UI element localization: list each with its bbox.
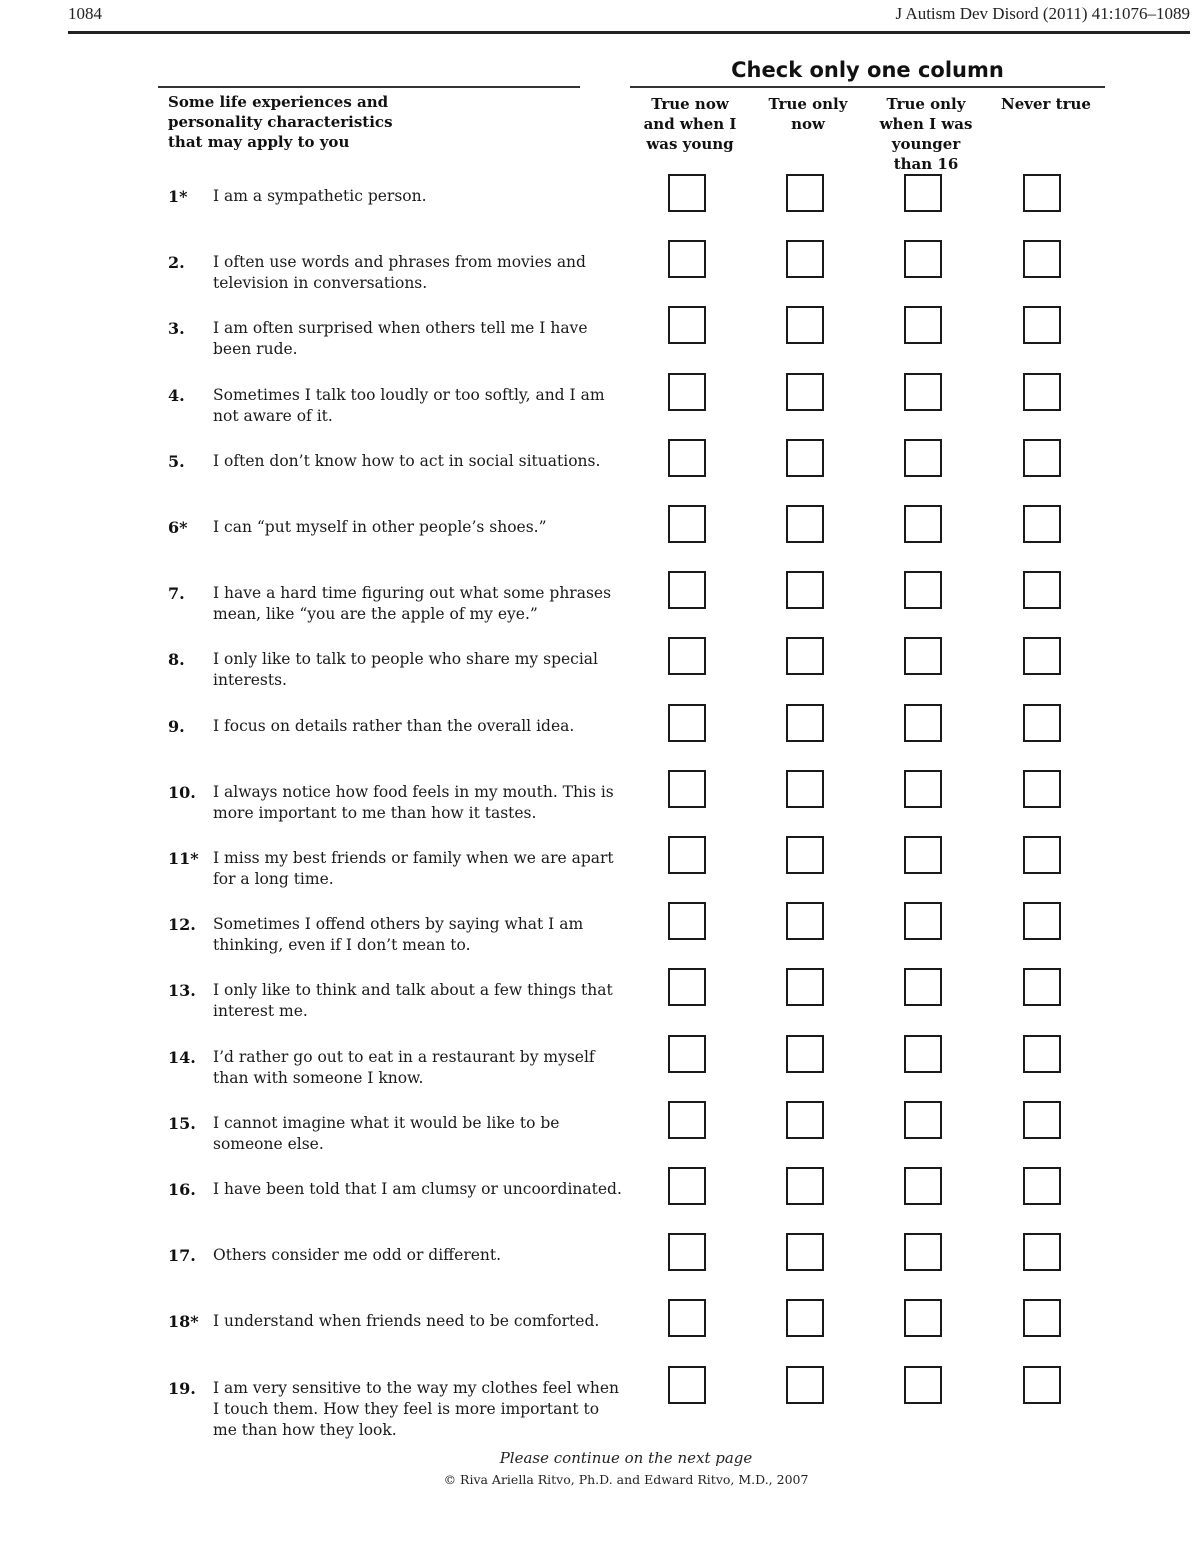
checkbox-true-only-now[interactable] (786, 373, 824, 411)
checkbox-true-only-now[interactable] (786, 836, 824, 874)
item-text: I have been told that I am clumsy or uncoordinated. (213, 1180, 622, 1198)
item-text: I always notice how food feels in my mouth. This is more important to me than how it tastes. (213, 783, 614, 822)
checkbox-true-only-younger[interactable] (904, 1167, 942, 1205)
item-text: Sometimes I talk too loudly or too softly, and I am not aware of it. (213, 386, 605, 425)
item-number: 18* (168, 1312, 199, 1331)
item-row (168, 1113, 1108, 1173)
checkbox-true-only-younger[interactable] (904, 1035, 942, 1073)
checkbox-true-now-and-young[interactable] (668, 439, 706, 477)
item-row (168, 583, 1108, 643)
item-row (168, 1179, 1108, 1239)
item-row (168, 451, 1108, 511)
checkbox-true-only-younger[interactable] (904, 1299, 942, 1337)
item-row (168, 848, 1108, 908)
item-text: I focus on details rather than the overall idea. (213, 717, 575, 735)
item-text: I’d rather go out to eat in a restaurant by myself than with someone I know. (213, 1048, 595, 1087)
checkbox-never-true[interactable] (1023, 902, 1061, 940)
checkbox-true-now-and-young[interactable] (668, 902, 706, 940)
item-number: 8. (168, 650, 185, 669)
checkbox-true-now-and-young[interactable] (668, 1233, 706, 1271)
item-text: I am a sympathetic person. (213, 187, 427, 205)
checkbox-true-only-younger[interactable] (904, 1233, 942, 1271)
checkbox-never-true[interactable] (1023, 637, 1061, 675)
journal-citation: J Autism Dev Disord (2011) 41:1076–1089 (895, 4, 1190, 23)
checkbox-true-now-and-young[interactable] (668, 704, 706, 742)
checkbox-true-only-now[interactable] (786, 439, 824, 477)
page-number: 1084 (68, 4, 102, 23)
checkbox-never-true[interactable] (1023, 1299, 1061, 1337)
checkbox-never-true[interactable] (1023, 1101, 1061, 1139)
checkbox-true-only-younger[interactable] (904, 306, 942, 344)
checkbox-true-now-and-young[interactable] (668, 1101, 706, 1139)
checkbox-true-now-and-young[interactable] (668, 1299, 706, 1337)
item-number: 13. (168, 981, 196, 1000)
checkbox-never-true[interactable] (1023, 571, 1061, 609)
checkbox-true-only-younger[interactable] (904, 902, 942, 940)
checkbox-never-true[interactable] (1023, 836, 1061, 874)
item-row (168, 517, 1108, 577)
item-row (168, 1311, 1108, 1371)
checkbox-true-only-now[interactable] (786, 704, 824, 742)
right-rule (630, 86, 1105, 88)
item-number: 14. (168, 1048, 196, 1067)
item-number: 1* (168, 187, 188, 206)
checkbox-true-now-and-young[interactable] (668, 505, 706, 543)
checkbox-true-only-now[interactable] (786, 306, 824, 344)
checkbox-true-only-now[interactable] (786, 902, 824, 940)
checkbox-true-only-now[interactable] (786, 1167, 824, 1205)
item-row (168, 186, 1108, 246)
checkbox-never-true[interactable] (1023, 174, 1061, 212)
item-row (168, 649, 1108, 709)
checkbox-true-only-younger[interactable] (904, 770, 942, 808)
checkbox-true-only-younger[interactable] (904, 439, 942, 477)
item-row (168, 1245, 1108, 1305)
checkbox-true-now-and-young[interactable] (668, 1366, 706, 1404)
column-header-never-true: Never true (1001, 95, 1091, 113)
item-text: I miss my best friends or family when we are apart for a long time. (213, 849, 614, 888)
checkbox-true-now-and-young[interactable] (668, 571, 706, 609)
item-text: I understand when friends need to be comforted. (213, 1312, 600, 1330)
checkbox-true-only-younger[interactable] (904, 174, 942, 212)
checkbox-true-only-now[interactable] (786, 637, 824, 675)
item-row (168, 1047, 1108, 1107)
checkbox-never-true[interactable] (1023, 439, 1061, 477)
item-row (168, 385, 1108, 445)
checkbox-true-only-younger[interactable] (904, 571, 942, 609)
checkbox-true-only-younger[interactable] (904, 1366, 942, 1404)
checkbox-never-true[interactable] (1023, 1233, 1061, 1271)
item-text: I only like to talk to people who share my special interests. (213, 650, 599, 689)
column-header-true-only-now: True only now (768, 95, 848, 133)
column-header-true-now-and-young: True now and when I was young (643, 95, 737, 153)
checkbox-true-only-now[interactable] (786, 174, 824, 212)
checkbox-true-only-now[interactable] (786, 1101, 824, 1139)
column-header-true-only-younger: True only when I was younger than 16 (879, 95, 973, 173)
checkbox-true-only-now[interactable] (786, 240, 824, 278)
checkbox-true-now-and-young[interactable] (668, 174, 706, 212)
item-number: 7. (168, 584, 185, 603)
checkbox-true-now-and-young[interactable] (668, 770, 706, 808)
item-text: Others consider me odd or different. (213, 1246, 502, 1264)
item-row (168, 716, 1108, 776)
checkbox-true-only-now[interactable] (786, 1233, 824, 1271)
item-number: 12. (168, 915, 196, 934)
header-rule (68, 31, 1190, 34)
checkbox-true-only-younger[interactable] (904, 373, 942, 411)
checkbox-never-true[interactable] (1023, 1035, 1061, 1073)
item-number: 4. (168, 386, 185, 405)
checkbox-true-now-and-young[interactable] (668, 240, 706, 278)
checkbox-never-true[interactable] (1023, 1167, 1061, 1205)
item-number: 10. (168, 783, 196, 802)
checkbox-true-only-younger[interactable] (904, 704, 942, 742)
checkbox-true-only-younger[interactable] (904, 1101, 942, 1139)
checkbox-true-only-now[interactable] (786, 505, 824, 543)
left-rule (158, 86, 580, 88)
item-number: 17. (168, 1246, 196, 1265)
item-text: I can “put myself in other people’s shoes.” (213, 518, 547, 536)
checkbox-true-now-and-young[interactable] (668, 968, 706, 1006)
item-text: I only like to think and talk about a few things that interest me. (213, 981, 613, 1020)
checkbox-true-only-younger[interactable] (904, 240, 942, 278)
item-text: Sometimes I offend others by saying what I am thinking, even if I don’t mean to. (213, 915, 584, 954)
checkbox-never-true[interactable] (1023, 968, 1061, 1006)
checkbox-true-now-and-young[interactable] (668, 1167, 706, 1205)
item-text: I have a hard time figuring out what some phrases mean, like “you are the apple of my eye.” (213, 584, 612, 623)
checkbox-never-true[interactable] (1023, 505, 1061, 543)
checkbox-true-now-and-young[interactable] (668, 306, 706, 344)
item-number: 11* (168, 849, 199, 868)
checkbox-true-only-now[interactable] (786, 1035, 824, 1073)
checkbox-true-now-and-young[interactable] (668, 1035, 706, 1073)
checkbox-true-now-and-young[interactable] (668, 637, 706, 675)
checkbox-never-true[interactable] (1023, 240, 1061, 278)
item-text: I am very sensitive to the way my clothes feel when I touch them. How they feel is more important to me than how they look. (213, 1379, 619, 1439)
checkbox-true-only-younger[interactable] (904, 836, 942, 874)
item-text: I often use words and phrases from movies and television in conversations. (213, 253, 586, 292)
checkbox-true-only-now[interactable] (786, 1299, 824, 1337)
checkbox-never-true[interactable] (1023, 1366, 1061, 1404)
continue-note: Please continue on the next page (499, 1449, 753, 1467)
item-text: I cannot imagine what it would be like to be someone else. (213, 1114, 560, 1153)
item-row (168, 1378, 1108, 1438)
copyright-line: © Riva Ariella Ritvo, Ph.D. and Edward Ritvo, M.D., 2007 (443, 1472, 809, 1487)
item-number: 2. (168, 253, 185, 272)
item-number: 19. (168, 1379, 196, 1398)
checkbox-never-true[interactable] (1023, 306, 1061, 344)
check-column-title: Check only one column (731, 58, 1004, 82)
checkbox-true-only-younger[interactable] (904, 968, 942, 1006)
checkbox-true-only-younger[interactable] (904, 505, 942, 543)
checkbox-never-true[interactable] (1023, 373, 1061, 411)
item-row (168, 318, 1108, 378)
checkbox-true-only-now[interactable] (786, 571, 824, 609)
item-number: 3. (168, 319, 185, 338)
item-number: 6* (168, 518, 188, 537)
item-number: 5. (168, 452, 185, 471)
intro-heading: Some life experiences and personality characteristics that may apply to you (168, 93, 393, 151)
item-row (168, 914, 1108, 974)
checkbox-never-true[interactable] (1023, 704, 1061, 742)
item-text: I am often surprised when others tell me I have been rude. (213, 319, 588, 358)
item-text: I often don’t know how to act in social situations. (213, 452, 601, 470)
item-number: 9. (168, 717, 185, 736)
running-head (68, 4, 1190, 32)
checkbox-never-true[interactable] (1023, 770, 1061, 808)
checkbox-true-now-and-young[interactable] (668, 373, 706, 411)
item-row (168, 252, 1108, 312)
checkbox-true-now-and-young[interactable] (668, 836, 706, 874)
item-number: 15. (168, 1114, 196, 1133)
item-number: 16. (168, 1180, 196, 1199)
checkbox-true-only-now[interactable] (786, 968, 824, 1006)
checkbox-true-only-younger[interactable] (904, 637, 942, 675)
item-row (168, 782, 1108, 842)
checkbox-true-only-now[interactable] (786, 770, 824, 808)
checkbox-true-only-now[interactable] (786, 1366, 824, 1404)
item-row (168, 980, 1108, 1040)
